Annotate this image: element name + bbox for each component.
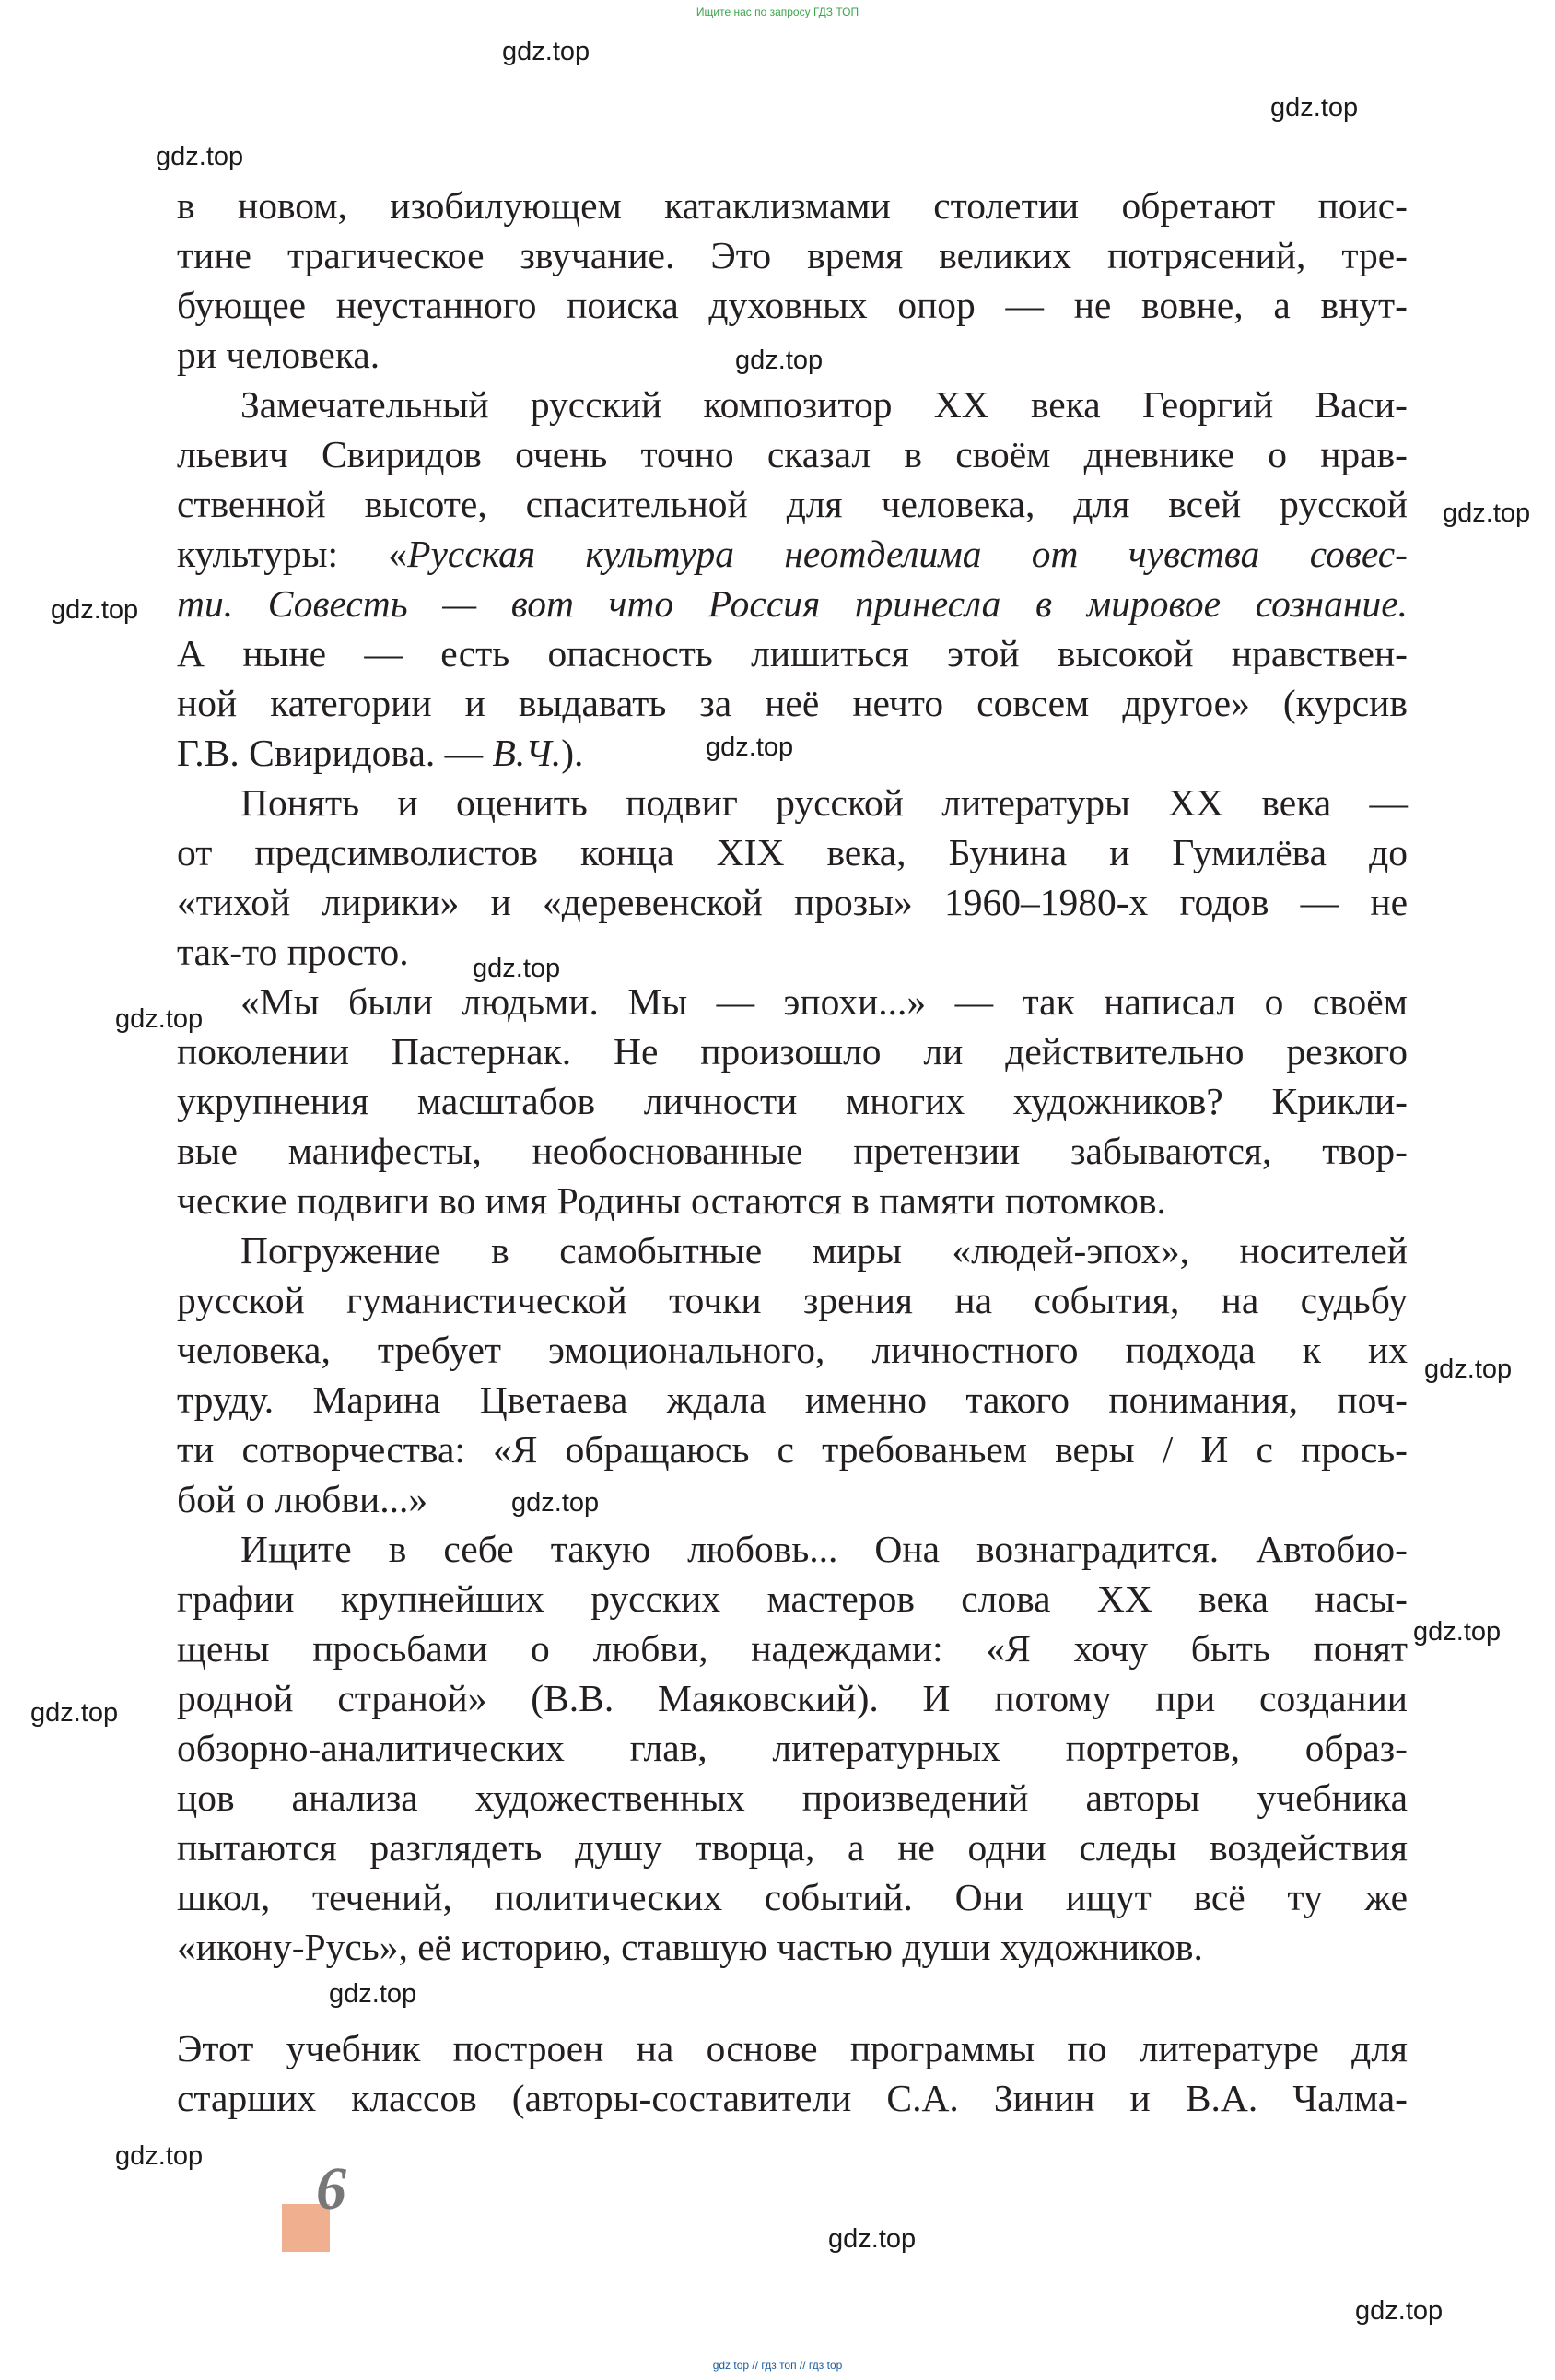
watermark: gdz.top [329, 1979, 417, 2009]
text-line: от предсимволистов конца XIX века, Бунина и Гумилёва до [177, 831, 1408, 873]
text-line: ной категории и выдавать за неё нечто совсем другое» (курсив [177, 682, 1408, 724]
watermark: gdz.top [1413, 1617, 1502, 1647]
text-line: обзорно-аналитических глав, литературных портретов, образ- [177, 1727, 1408, 1769]
body-text [177, 181, 1408, 1972]
text-line: русской гуманистической точки зрения на события, на судьбу [177, 1279, 1408, 1321]
text-line: щены просьбами о любви, надеждами: «Я хочу быть понят [177, 1627, 1408, 1670]
text-line: А ныне — есть опасность лишиться этой высокой нравствен- [177, 632, 1408, 674]
text-line: Ищите в себе такую любовь... Она вознаградится. Автобио- [240, 1528, 1408, 1570]
text-line: ческие подвиги во имя Родины остаются в памяти потомков. [177, 1179, 1166, 1222]
text-line: тине трагическое звучание. Это время великих потрясений, тре- [177, 234, 1408, 276]
top-search-note: Ищите нас по запросу ГДЗ ТОП [696, 6, 859, 18]
watermark: gdz.top [473, 954, 561, 983]
quote-italic: Русская культура неотделима от чувства совес- [407, 533, 1408, 575]
watermark: gdz.top [156, 142, 244, 171]
text-line: Погружение в самобытные миры «людей-эпох», носителей [240, 1229, 1408, 1272]
watermark: gdz.top [502, 37, 590, 66]
watermark: gdz.top [735, 346, 824, 375]
text-line: родной страной» (В.В. Маяковский). И потому при создании [177, 1677, 1408, 1719]
body-text-continued [177, 2023, 1408, 2123]
bottom-site-note: gdz top // гдз топ // гдз top [712, 2359, 843, 2372]
page-number: 6 [316, 2155, 346, 2222]
text-line: Понять и оценить подвиг русской литературы XX века — [240, 781, 1408, 824]
watermark: gdz.top [115, 1004, 204, 1034]
text-line: вые манифесты, необоснованные претензии забываются, твор- [177, 1130, 1408, 1172]
text-line [177, 728, 1408, 778]
text-line: ти сотворчества: «Я обращаюсь с требованьем веры / И с прось- [177, 1428, 1408, 1471]
text-fragment: культуры: « [177, 533, 408, 575]
text-line: «Мы были людьми. Мы — эпохи...» — так написал о своём [240, 980, 1408, 1023]
text-line: человека, требует эмоционального, личностного подхода к их [177, 1329, 1408, 1371]
text-line: пытаются разглядеть душу творца, а не одни следы воздействия [177, 1826, 1408, 1869]
text-line: графии крупнейших русских мастеров слова XX века насы- [177, 1577, 1408, 1620]
text-line: в новом, изобилующем катаклизмами столетии обретают поис- [177, 184, 1408, 227]
text-line [177, 579, 1408, 628]
text-fragment: Г.В. Свиридова. — [177, 732, 493, 774]
watermark: gdz.top [1424, 1354, 1513, 1384]
watermark: gdz.top [1355, 2296, 1444, 2326]
text-line: труду. Марина Цветаева ждала именно такого понимания, поч- [177, 1378, 1408, 1421]
watermark: gdz.top [115, 2141, 204, 2171]
text-line: Этот учебник построен на основе программы по литературе для [177, 2027, 1408, 2069]
text-line: ственной высоте, спасительной для человека, для всей русской [177, 483, 1408, 525]
watermark: gdz.top [511, 1488, 600, 1518]
text-line: ри человека. [177, 334, 380, 376]
author-initials: В.Ч. [492, 732, 562, 774]
text-line: школ, течений, политических событий. Они ищут всё ту же [177, 1876, 1408, 1918]
text-line: так-то просто. [177, 931, 409, 973]
watermark: gdz.top [828, 2224, 917, 2254]
text-line [177, 529, 1408, 579]
watermark: gdz.top [1443, 498, 1531, 528]
text-line: «икону-Русь», её историю, ставшую частью души художников. [177, 1926, 1203, 1968]
text-line: бой о любви...» [177, 1478, 428, 1520]
text-line: «тихой лирики» и «деревенской прозы» 1960–1980-х годов — не [177, 881, 1408, 923]
text-line: цов анализа художественных произведений авторы учебника [177, 1776, 1408, 1819]
text-line: Замечательный русский композитор XX века Георгий Васи- [240, 383, 1408, 426]
watermark: gdz.top [30, 1698, 119, 1728]
text-line: бующее неустанного поиска духовных опор — не вовне, а внут- [177, 284, 1408, 326]
text-line: льевич Свиридов очень точно сказал в своём дневнике о нрав- [177, 433, 1408, 475]
text-line: поколении Пастернак. Не произошло ли действительно резкого [177, 1030, 1408, 1073]
watermark: gdz.top [51, 595, 139, 625]
watermark: gdz.top [706, 733, 794, 762]
text-fragment: ). [561, 732, 584, 774]
text-line: укрупнения масштабов личности многих художников? Крикли- [177, 1080, 1408, 1122]
quote-italic: ти. Совесть — вот что Россия принесла в мировое сознание. [177, 582, 1408, 625]
text-line: старших классов (авторы-составители С.А. Зинин и В.А. Чалма- [177, 2077, 1408, 2119]
watermark: gdz.top [1270, 93, 1359, 123]
